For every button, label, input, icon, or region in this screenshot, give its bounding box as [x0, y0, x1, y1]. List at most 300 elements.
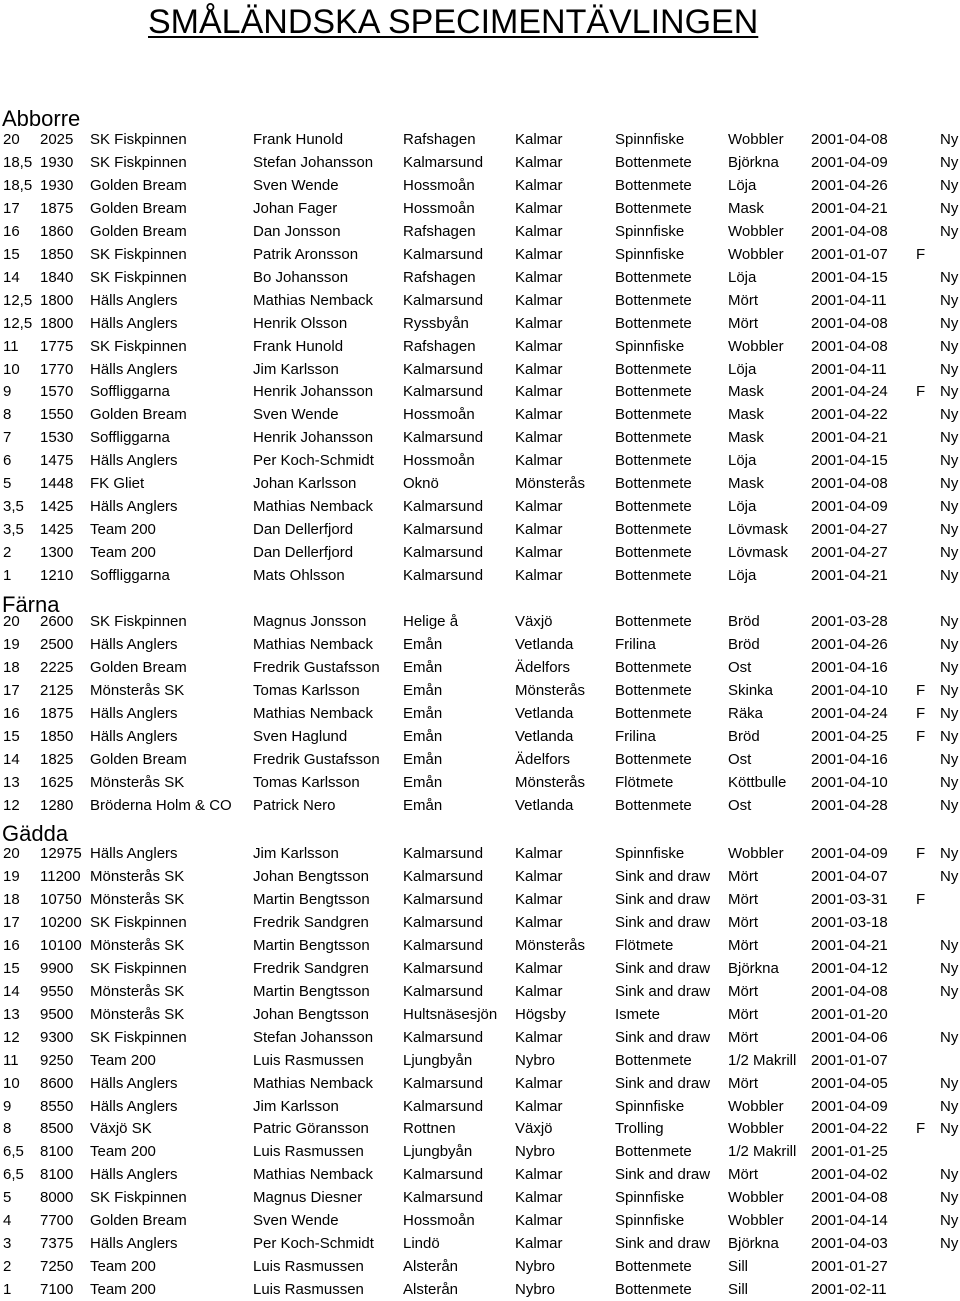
municipality-cell: Kalmar [515, 360, 563, 378]
f-flag-cell: F [916, 1120, 926, 1138]
weight-cell: 1825 [40, 750, 74, 768]
ny-flag-cell: Ny [940, 773, 959, 791]
method-cell: Spinnfiske [615, 337, 685, 355]
weight-cell: 8000 [40, 1189, 74, 1207]
water-cell: Kalmarsund [403, 567, 484, 584]
section-title-abborre: Abborre [2, 106, 81, 131]
water-cell: Kalmarsund [403, 936, 484, 954]
municipality-cell: Kalmar [515, 291, 563, 309]
water-cell: Kalmarsund [403, 429, 484, 447]
date-cell: 2001-04-27 [811, 544, 888, 562]
club-cell: Hälls Anglers [90, 1074, 178, 1092]
bait-cell: Mört [728, 1166, 758, 1184]
club-cell: Team 200 [90, 521, 156, 539]
date-cell: 2001-04-03 [811, 1235, 888, 1253]
bait-cell: Mört [728, 291, 758, 309]
water-cell: Rottnen [403, 1120, 456, 1138]
water-cell: Kalmarsund [403, 360, 484, 378]
ny-flag-cell: Ny [940, 291, 959, 309]
municipality-cell: Växjö [515, 1120, 553, 1138]
club-cell: SK Fiskpinnen [90, 131, 187, 148]
weight-cell: 1800 [40, 291, 74, 309]
weight-cell: 1850 [40, 245, 74, 263]
ny-flag-cell: Ny [940, 1074, 959, 1092]
table-row [0, 151, 960, 174]
points-cell: 4 [3, 1212, 12, 1230]
club-cell: Team 200 [90, 1258, 156, 1276]
table-row [0, 1255, 960, 1278]
bait-cell: Björkna [728, 959, 779, 977]
angler-cell: Luis Rasmussen [253, 1143, 364, 1161]
table-row [0, 633, 960, 656]
table-row [0, 564, 960, 587]
angler-cell: Fredrik Sandgren [253, 913, 369, 931]
date-cell: 2001-04-15 [811, 452, 888, 470]
points-cell: 12 [3, 1028, 20, 1046]
ny-flag-cell: Ny [940, 314, 959, 332]
municipality-cell: Kalmar [515, 222, 563, 240]
water-cell: Kalmarsund [403, 868, 484, 885]
ny-flag-cell: Ny [940, 337, 959, 355]
club-cell: Växjö SK [90, 1120, 152, 1138]
club-cell: Team 200 [90, 1051, 156, 1069]
points-cell: 15 [3, 245, 20, 263]
date-cell: 2001-04-14 [811, 1212, 888, 1230]
points-cell: 20 [3, 613, 20, 630]
bait-cell: Wobbler [728, 1189, 784, 1207]
bait-cell: Mask [728, 199, 764, 217]
weight-cell: 1625 [40, 773, 74, 791]
angler-cell: Mathias Nemback [253, 704, 374, 722]
ny-flag-cell: Ny [940, 131, 959, 148]
method-cell: Spinnfiske [615, 222, 685, 240]
points-cell: 12 [3, 796, 20, 814]
water-cell: Kalmarsund [403, 1028, 484, 1046]
method-cell: Frilina [615, 636, 656, 653]
date-cell: 2001-03-28 [811, 613, 888, 630]
method-cell: Sink and draw [615, 1028, 711, 1046]
date-cell: 2001-04-09 [811, 1097, 888, 1115]
weight-cell: 1550 [40, 406, 74, 424]
municipality-cell: Vetlanda [515, 796, 574, 814]
points-cell: 20 [3, 845, 20, 862]
date-cell: 2001-04-11 [811, 291, 887, 309]
municipality-cell: Nybro [515, 1051, 556, 1069]
points-cell: 17 [3, 199, 20, 217]
angler-cell: Henrik Olsson [253, 314, 348, 332]
bait-cell: Mört [728, 982, 758, 1000]
method-cell: Spinnfiske [615, 1212, 685, 1230]
weight-cell: 1770 [40, 360, 74, 378]
municipality-cell: Kalmar [515, 1028, 563, 1046]
bait-cell: Sill [728, 1281, 749, 1298]
water-cell: Hossmoån [403, 452, 475, 470]
date-cell: 2001-04-06 [811, 1028, 888, 1046]
water-cell: Rafshagen [403, 222, 476, 240]
club-cell: Soffliggarna [90, 429, 170, 447]
water-cell: Kalmarsund [403, 913, 484, 931]
points-cell: 14 [3, 982, 20, 1000]
ny-flag-cell: Ny [940, 406, 959, 424]
water-cell: Alsterån [403, 1281, 459, 1298]
points-cell: 16 [3, 222, 20, 240]
method-cell: Sink and draw [615, 890, 711, 908]
method-cell: Bottenmete [615, 498, 692, 516]
municipality-cell: Kalmar [515, 982, 563, 1000]
municipality-cell: Vetlanda [515, 727, 574, 745]
date-cell: 2001-04-16 [811, 658, 888, 676]
angler-cell: Tomas Karlsson [253, 681, 360, 699]
ny-flag-cell: Ny [940, 1166, 959, 1184]
club-cell: Soffliggarna [90, 383, 170, 401]
weight-cell: 1775 [40, 337, 74, 355]
ny-flag-cell: Ny [940, 868, 959, 885]
weight-cell: 9250 [40, 1051, 74, 1069]
water-cell: Rafshagen [403, 337, 476, 355]
method-cell: Bottenmete [615, 360, 692, 378]
date-cell: 2001-04-09 [811, 845, 888, 862]
weight-cell: 2500 [40, 636, 74, 653]
water-cell: Kalmarsund [403, 890, 484, 908]
club-cell: Hälls Anglers [90, 636, 178, 653]
club-cell: SK Fiskpinnen [90, 245, 187, 263]
club-cell: SK Fiskpinnen [90, 268, 187, 286]
ny-flag-cell: Ny [940, 1235, 959, 1253]
date-cell: 2001-04-27 [811, 521, 888, 539]
water-cell: Rafshagen [403, 131, 476, 148]
bait-cell: Löja [728, 176, 757, 194]
weight-cell: 12975 [40, 845, 82, 862]
method-cell: Frilina [615, 727, 656, 745]
weight-cell: 8600 [40, 1074, 74, 1092]
weight-cell: 9500 [40, 1005, 74, 1023]
points-cell: 11 [3, 337, 19, 355]
club-cell: SK Fiskpinnen [90, 1028, 187, 1046]
municipality-cell: Nybro [515, 1143, 556, 1161]
ny-flag-cell: Ny [940, 452, 959, 470]
method-cell: Sink and draw [615, 982, 711, 1000]
ny-flag-cell: Ny [940, 845, 959, 862]
points-cell: 14 [3, 750, 20, 768]
municipality-cell: Kalmar [515, 1189, 563, 1207]
bait-cell: Wobbler [728, 845, 784, 862]
municipality-cell: Ädelfors [515, 750, 571, 768]
points-cell: 18 [3, 890, 20, 908]
club-cell: Hälls Anglers [90, 291, 178, 309]
bait-cell: Wobbler [728, 1212, 784, 1230]
method-cell: Bottenmete [615, 796, 692, 814]
club-cell: Hälls Anglers [90, 845, 178, 862]
bait-cell: 1/2 Makrill [728, 1143, 797, 1161]
ny-flag-cell: Ny [940, 727, 959, 745]
weight-cell: 1425 [40, 498, 74, 516]
angler-cell: Henrik Johansson [253, 429, 374, 447]
date-cell: 2001-03-18 [811, 913, 888, 931]
municipality-cell: Kalmar [515, 429, 563, 447]
municipality-cell: Kalmar [515, 845, 563, 862]
angler-cell: Martin Bengtsson [253, 890, 370, 908]
bait-cell: Wobbler [728, 1097, 784, 1115]
date-cell: 2001-04-26 [811, 176, 888, 194]
points-cell: 12,5 [3, 314, 33, 332]
water-cell: Helige å [403, 613, 459, 630]
method-cell: Bottenmete [615, 475, 692, 493]
bait-cell: Bröd [728, 636, 760, 653]
points-cell: 3,5 [3, 498, 24, 516]
weight-cell: 7250 [40, 1258, 74, 1276]
municipality-cell: Mönsterås [515, 475, 586, 493]
water-cell: Kalmarsund [403, 1189, 484, 1207]
weight-cell: 10100 [40, 936, 82, 954]
table-row [0, 1095, 960, 1118]
ny-flag-cell: Ny [940, 383, 959, 401]
angler-cell: Per Koch-Schmidt [253, 1235, 374, 1253]
points-cell: 13 [3, 773, 20, 791]
weight-cell: 7100 [40, 1281, 74, 1298]
date-cell: 2001-03-31 [811, 890, 888, 908]
water-cell: Emån [403, 636, 443, 653]
table-row [0, 426, 960, 449]
table-row [0, 1140, 960, 1163]
angler-cell: Johan Karlsson [253, 475, 357, 493]
ny-flag-cell: Ny [940, 567, 959, 584]
water-cell: Emån [403, 704, 443, 722]
method-cell: Bottenmete [615, 291, 692, 309]
municipality-cell: Kalmar [515, 544, 563, 562]
municipality-cell: Kalmar [515, 1097, 563, 1115]
municipality-cell: Vetlanda [515, 704, 574, 722]
water-cell: Kalmarsund [403, 1074, 484, 1092]
f-flag-cell: F [916, 681, 926, 699]
bait-cell: Mört [728, 1028, 758, 1046]
angler-cell: Patric Göransson [253, 1120, 369, 1138]
f-flag-cell: F [916, 383, 926, 401]
weight-cell: 9300 [40, 1028, 74, 1046]
points-cell: 18,5 [3, 153, 33, 171]
weight-cell: 8100 [40, 1166, 74, 1184]
angler-cell: Luis Rasmussen [253, 1258, 364, 1276]
angler-cell: Luis Rasmussen [253, 1051, 364, 1069]
bait-cell: Mask [728, 406, 764, 424]
angler-cell: Mathias Nemback [253, 1166, 374, 1184]
points-cell: 20 [3, 131, 20, 148]
date-cell: 2001-01-07 [811, 1051, 888, 1069]
club-cell: SK Fiskpinnen [90, 153, 187, 171]
section-title-gädda: Gädda [2, 821, 69, 846]
method-cell: Bottenmete [615, 1051, 692, 1069]
date-cell: 2001-04-08 [811, 222, 888, 240]
municipality-cell: Kalmar [515, 868, 563, 885]
ny-flag-cell: Ny [940, 1120, 959, 1138]
bait-cell: Mask [728, 475, 764, 493]
ny-flag-cell: Ny [940, 153, 959, 171]
method-cell: Sink and draw [615, 868, 711, 885]
angler-cell: Patrick Nero [253, 796, 336, 814]
points-cell: 2 [3, 544, 12, 562]
club-cell: Golden Bream [90, 406, 187, 424]
ny-flag-cell: Ny [940, 176, 959, 194]
method-cell: Sink and draw [615, 1074, 711, 1092]
water-cell: Emån [403, 750, 443, 768]
angler-cell: Jim Karlsson [253, 360, 339, 378]
club-cell: SK Fiskpinnen [90, 613, 187, 630]
angler-cell: Henrik Johansson [253, 383, 374, 401]
method-cell: Bottenmete [615, 268, 692, 286]
municipality-cell: Kalmar [515, 959, 563, 977]
points-cell: 19 [3, 868, 20, 885]
water-cell: Lindö [403, 1235, 440, 1253]
water-cell: Kalmarsund [403, 245, 484, 263]
table-row [0, 1072, 960, 1095]
bait-cell: Wobbler [728, 245, 784, 263]
angler-cell: Jim Karlsson [253, 845, 339, 862]
table-row [0, 358, 960, 381]
weight-cell: 1875 [40, 704, 74, 722]
method-cell: Spinnfiske [615, 131, 685, 148]
water-cell: Emån [403, 796, 443, 814]
f-flag-cell: F [916, 845, 926, 862]
table-row [0, 449, 960, 472]
method-cell: Flötmete [615, 773, 674, 791]
club-cell: SK Fiskpinnen [90, 959, 187, 977]
bait-cell: Ost [728, 658, 752, 676]
ny-flag-cell: Ny [940, 222, 959, 240]
method-cell: Sink and draw [615, 913, 711, 931]
ny-flag-cell: Ny [940, 1097, 959, 1115]
bait-cell: 1/2 Makrill [728, 1051, 797, 1069]
municipality-cell: Ädelfors [515, 658, 571, 676]
points-cell: 5 [3, 475, 12, 493]
points-cell: 1 [3, 567, 12, 584]
angler-cell: Frank Hunold [253, 337, 344, 355]
points-cell: 1 [3, 1281, 12, 1298]
angler-cell: Magnus Diesner [253, 1189, 363, 1207]
table-row [0, 911, 960, 934]
method-cell: Bottenmete [615, 1258, 692, 1276]
municipality-cell: Nybro [515, 1258, 556, 1276]
water-cell: Rafshagen [403, 268, 476, 286]
ny-flag-cell: Ny [940, 268, 959, 286]
municipality-cell: Kalmar [515, 131, 563, 148]
date-cell: 2001-04-24 [811, 704, 888, 722]
club-cell: Hälls Anglers [90, 1235, 178, 1253]
municipality-cell: Kalmar [515, 890, 563, 908]
angler-cell: Mathias Nemback [253, 1074, 374, 1092]
table-row [0, 289, 960, 312]
angler-cell: Jim Karlsson [253, 1097, 339, 1115]
club-cell: Mönsterås SK [90, 681, 185, 699]
weight-cell: 1475 [40, 452, 74, 470]
date-cell: 2001-04-08 [811, 337, 888, 355]
table-row [0, 610, 960, 633]
water-cell: Kalmarsund [403, 1166, 484, 1184]
date-cell: 2001-04-07 [811, 868, 888, 885]
municipality-cell: Kalmar [515, 314, 563, 332]
municipality-cell: Kalmar [515, 1212, 563, 1230]
angler-cell: Magnus Jonsson [253, 613, 367, 630]
date-cell: 2001-04-24 [811, 383, 888, 401]
weight-cell: 1930 [40, 176, 74, 194]
club-cell: Golden Bream [90, 199, 187, 217]
municipality-cell: Kalmar [515, 913, 563, 931]
weight-cell: 10750 [40, 890, 82, 908]
points-cell: 10 [3, 1074, 20, 1092]
weight-cell: 8500 [40, 1120, 74, 1138]
angler-cell: Dan Jonsson [253, 222, 341, 240]
club-cell: Bröderna Holm & CO [90, 796, 232, 814]
method-cell: Bottenmete [615, 750, 692, 768]
water-cell: Kalmarsund [403, 383, 484, 401]
angler-cell: Tomas Karlsson [253, 773, 360, 791]
angler-cell: Bo Johansson [253, 268, 349, 286]
weight-cell: 7700 [40, 1212, 74, 1230]
weight-cell: 7375 [40, 1235, 74, 1253]
bait-cell: Wobbler [728, 1120, 784, 1138]
table-row [0, 771, 960, 794]
method-cell: Bottenmete [615, 199, 692, 217]
points-cell: 18 [3, 658, 20, 676]
table-row [0, 656, 960, 679]
date-cell: 2001-04-02 [811, 1166, 888, 1184]
method-cell: Bottenmete [615, 153, 692, 171]
angler-cell: Stefan Johansson [253, 1028, 374, 1046]
date-cell: 2001-01-07 [811, 245, 888, 263]
method-cell: Sink and draw [615, 1166, 711, 1184]
date-cell: 2001-04-05 [811, 1074, 888, 1092]
ny-flag-cell: Ny [940, 704, 959, 722]
water-cell: Hossmoån [403, 199, 475, 217]
date-cell: 2001-04-08 [811, 131, 888, 148]
weight-cell: 1280 [40, 796, 74, 814]
date-cell: 2001-04-21 [811, 429, 888, 447]
points-cell: 6,5 [3, 1143, 24, 1161]
method-cell: Spinnfiske [615, 245, 685, 263]
table-row [0, 495, 960, 518]
bait-cell: Mört [728, 1074, 758, 1092]
club-cell: Soffliggarna [90, 567, 170, 584]
angler-cell: Sven Wende [253, 406, 339, 424]
bait-cell: Löja [728, 498, 757, 516]
method-cell: Bottenmete [615, 521, 692, 539]
club-cell: Mönsterås SK [90, 868, 185, 885]
weight-cell: 11200 [40, 868, 81, 885]
municipality-cell: Mönsterås [515, 773, 586, 791]
table-row [0, 865, 960, 888]
weight-cell: 9550 [40, 982, 74, 1000]
club-cell: Hälls Anglers [90, 704, 178, 722]
method-cell: Bottenmete [615, 704, 692, 722]
table-row [0, 174, 960, 197]
municipality-cell: Kalmar [515, 406, 563, 424]
municipality-cell: Kalmar [515, 337, 563, 355]
weight-cell: 2025 [40, 131, 74, 148]
weight-cell: 10200 [40, 913, 82, 931]
angler-cell: Martin Bengtsson [253, 982, 370, 1000]
points-cell: 10 [3, 360, 20, 378]
angler-cell: Sven Wende [253, 176, 339, 194]
table-row [0, 197, 960, 220]
section-title-färna: Färna [2, 592, 60, 617]
points-cell: 14 [3, 268, 20, 286]
club-cell: Golden Bream [90, 658, 187, 676]
method-cell: Bottenmete [615, 544, 692, 562]
points-cell: 3 [3, 1235, 12, 1253]
table-row [0, 1026, 960, 1049]
method-cell: Bottenmete [615, 383, 692, 401]
water-cell: Oknö [403, 475, 439, 493]
angler-cell: Fredrik Sandgren [253, 959, 369, 977]
method-cell: Bottenmete [615, 314, 692, 332]
